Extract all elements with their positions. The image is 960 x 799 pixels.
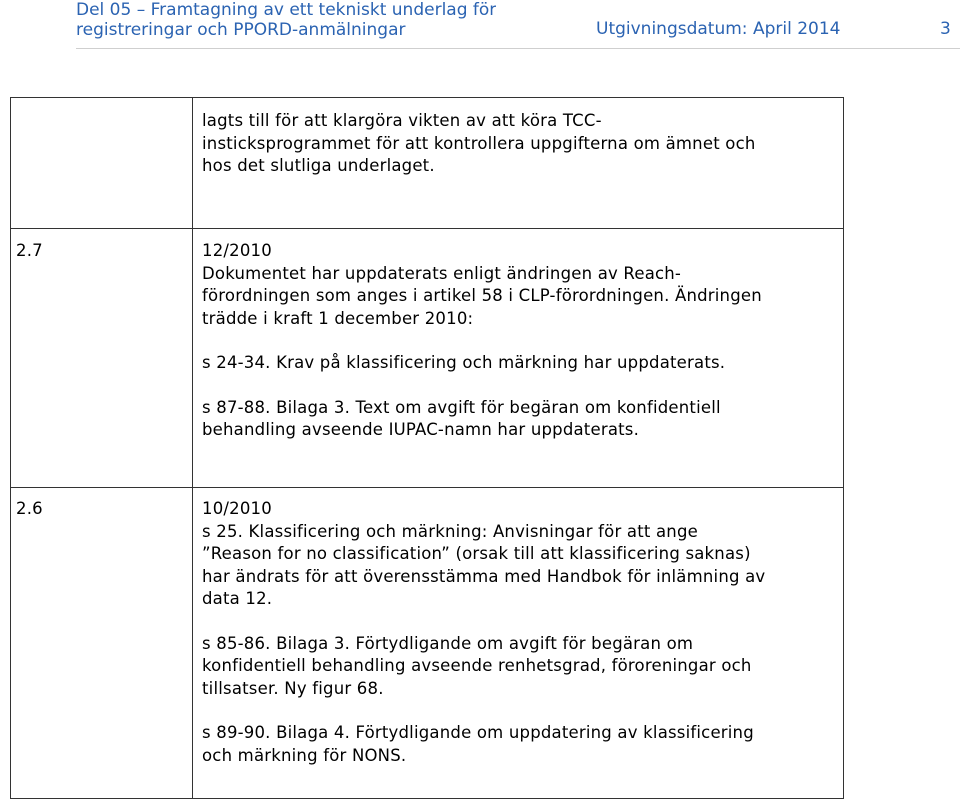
table-row — [11, 488, 844, 799]
table-row — [11, 229, 844, 488]
description-line: lagts till för att klargöra vikten av att köra TCC- — [202, 111, 602, 130]
version-cell: 2.6 — [11, 488, 193, 799]
description-line: s 89-90. Bilaga 4. Förtydligande om uppdatering av klassificering — [202, 723, 754, 742]
description-line: behandling avseende IUPAC-namn har uppdaterats. — [202, 420, 640, 439]
description-cell — [193, 98, 844, 229]
header-divider — [76, 48, 960, 49]
description-line: och märkning för NONS. — [202, 745, 407, 765]
description-cell — [193, 488, 844, 799]
description-line: hos det slutliga underlaget. — [202, 156, 435, 175]
description-line: s 24-34. Krav på klassificering och märkning har uppdaterats. — [202, 353, 726, 372]
description-line: s 25. Klassificering och märkning: Anvisningar för att ange — [202, 521, 698, 541]
version-cell: 2.7 — [11, 229, 193, 488]
release-date: Utgivningsdatum: April 2014 — [596, 19, 841, 39]
document-title — [76, 0, 496, 40]
description-line: insticksprogrammet för att kontrollera uppgifterna om ämnet och — [202, 133, 756, 153]
version-cell — [11, 98, 193, 229]
description-line: förordningen som anges i artikel 58 i CLP-förordningen. Ändringen — [202, 286, 762, 305]
paragraph-spacer — [202, 611, 835, 633]
description-line: Dokumentet har uppdaterats enligt ändringen av Reach- — [202, 263, 682, 283]
revision-date: 12/2010 — [202, 241, 272, 260]
description-line: s 87-88. Bilaga 3. Text om avgift för begäran om konfidentiell — [202, 397, 721, 417]
page-header — [0, 0, 960, 50]
table-row — [11, 98, 844, 229]
description-line: har ändrats för att överensstämma med Handbok för inlämning av — [202, 566, 766, 586]
revision-history-table — [10, 97, 844, 799]
description-line: tillsatser. Ny figur 68. — [202, 678, 384, 698]
description-line: trädde i kraft 1 december 2010: — [202, 308, 474, 328]
paragraph-spacer — [202, 700, 835, 722]
description-cell — [193, 229, 844, 488]
description-line: data 12. — [202, 589, 273, 608]
description-line: s 85-86. Bilaga 3. Förtydligande om avgift för begäran om — [202, 633, 694, 653]
description-line: konfidentiell behandling avseende renhetsgrad, föroreningar och — [202, 656, 752, 675]
document-title-line-2: registreringar och PPORD-anmälningar — [76, 20, 406, 40]
revision-date: 10/2010 — [202, 499, 272, 518]
paragraph-spacer — [202, 375, 835, 397]
page-number: 3 — [940, 19, 951, 39]
document-title-line-1: Del 05 – Framtagning av ett tekniskt underlag för — [76, 0, 497, 20]
paragraph-spacer — [202, 330, 835, 352]
description-line: ”Reason for no classification” (orsak till att klassificering saknas) — [202, 544, 751, 563]
